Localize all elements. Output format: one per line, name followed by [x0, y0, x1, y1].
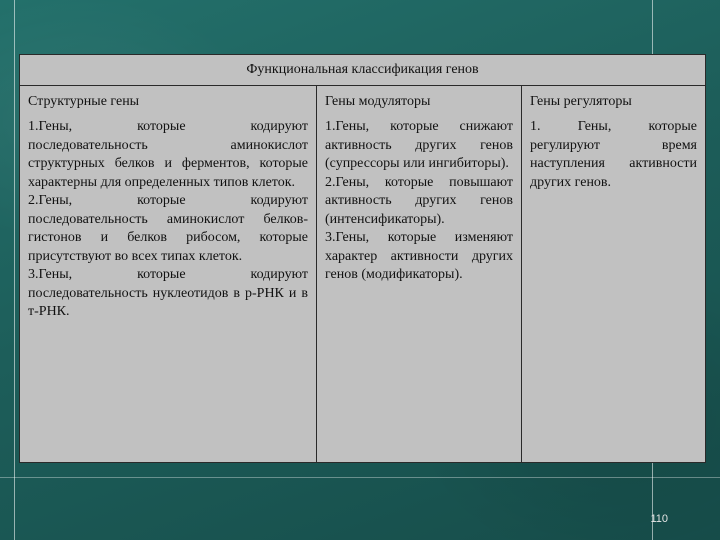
page-number: 110 [650, 513, 668, 525]
classification-table [19, 54, 706, 463]
column-text: 1. Гены, которые регулируют время наступления активности других генов. [530, 119, 697, 190]
column-regulator-genes [522, 86, 705, 462]
table-title: Функциональная классификация генов [20, 55, 705, 86]
column-modulator-genes [317, 86, 522, 462]
column-header: Структурные гены [28, 94, 140, 109]
decorative-vertical-line [14, 0, 15, 540]
column-text: 1.Гены, которые кодируют последовательность аминокислот структурных белков и ферментов, которые характерны для определенных типов клеток. 2.Гены, которые кодируют последовательность аминокислот белков-гистонов и белков рибосом, которые присутствуют во всех типах клеток. 3.Гены, которые кодируют последовательность нуклеотидов в р-РНК и в т-РНК. [28, 119, 308, 319]
column-header: Гены модуляторы [325, 94, 431, 109]
column-structural-genes [20, 86, 317, 462]
decorative-horizontal-line [0, 477, 720, 478]
column-text: 1.Гены, которые снижают активность других генов (супрессоры или ингибиторы). 2.Гены, которые повышают активность других генов (интенсификаторы). 3.Гены, которые изменяют характер активности других генов (модификаторы). [325, 119, 513, 282]
column-header: Гены регуляторы [530, 94, 632, 109]
